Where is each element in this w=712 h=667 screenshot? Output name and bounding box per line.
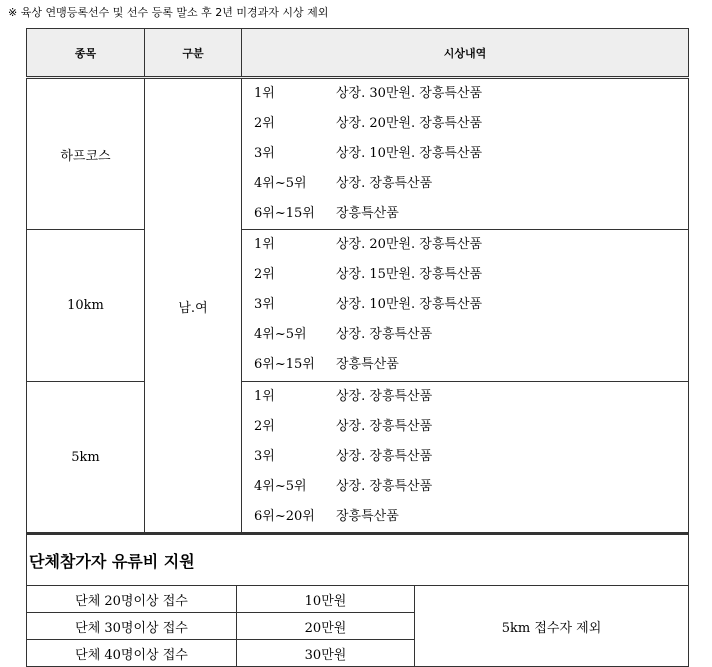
event-name: 10km bbox=[27, 230, 145, 382]
prize-detail bbox=[242, 382, 689, 534]
prize: 상장. 15만원. 장흥특산품 bbox=[336, 267, 483, 282]
rank: 6위~15위 bbox=[254, 206, 315, 221]
header-division: 구분 bbox=[145, 29, 242, 78]
group-exclusion: 5km 접수자 제외 bbox=[415, 586, 689, 667]
prize-line bbox=[242, 412, 688, 442]
group-condition: 단체 20명이상 접수 bbox=[27, 586, 237, 613]
rank: 4위~5위 bbox=[254, 327, 307, 342]
group-amount: 30만원 bbox=[237, 640, 415, 667]
rank: 6위~15위 bbox=[254, 357, 315, 372]
rank: 4위~5위 bbox=[254, 176, 307, 191]
prize-line bbox=[242, 320, 688, 350]
prize: 상장. 30만원. 장흥특산품 bbox=[336, 86, 483, 101]
prize-line bbox=[242, 139, 688, 169]
rank: 3위 bbox=[254, 297, 275, 312]
prize: 장흥특산품 bbox=[336, 206, 399, 221]
prize-line bbox=[242, 230, 688, 260]
prize: 상장. 10만원. 장흥특산품 bbox=[336, 297, 483, 312]
prize: 상장. 장흥특산품 bbox=[336, 479, 433, 494]
group-condition: 단체 40명이상 접수 bbox=[27, 640, 237, 667]
rank: 2위 bbox=[254, 267, 275, 282]
group-support-title: 단체참가자 유류비 지원 bbox=[27, 534, 689, 586]
event-row-half bbox=[27, 78, 689, 230]
rank: 6위~20위 bbox=[254, 509, 315, 524]
event-name: 하프코스 bbox=[27, 78, 145, 230]
prize: 상장. 장흥특산품 bbox=[336, 449, 433, 464]
prize: 상장. 20만원. 장흥특산품 bbox=[336, 116, 483, 131]
event-name: 5km bbox=[27, 382, 145, 534]
prize: 장흥특산품 bbox=[336, 509, 399, 524]
event-row-5km bbox=[27, 382, 689, 534]
prize-detail bbox=[242, 78, 689, 230]
prize: 상장. 장흥특산품 bbox=[336, 327, 433, 342]
prize-line bbox=[242, 109, 688, 139]
prize-line bbox=[242, 290, 688, 320]
prize: 상장. 장흥특산품 bbox=[336, 419, 433, 434]
division-cell: 남.여 bbox=[145, 78, 242, 534]
prize-line bbox=[242, 350, 688, 380]
group-row bbox=[27, 586, 689, 613]
prize-line bbox=[242, 79, 688, 109]
group-amount: 20만원 bbox=[237, 613, 415, 640]
prize-line bbox=[242, 199, 688, 229]
rank: 4위~5위 bbox=[254, 479, 307, 494]
rank: 1위 bbox=[254, 237, 275, 252]
event-row-10km bbox=[27, 230, 689, 382]
prize-line bbox=[242, 382, 688, 412]
prize-line bbox=[242, 502, 688, 532]
prize-line bbox=[242, 472, 688, 502]
rank: 1위 bbox=[254, 86, 275, 101]
rank: 2위 bbox=[254, 116, 275, 131]
prize-line bbox=[242, 260, 688, 290]
rank: 2위 bbox=[254, 419, 275, 434]
prize: 장흥특산품 bbox=[336, 357, 399, 372]
prize-line bbox=[242, 169, 688, 199]
prize-line bbox=[242, 442, 688, 472]
group-support-table bbox=[26, 532, 689, 667]
prize: 상장. 20만원. 장흥특산품 bbox=[336, 237, 483, 252]
header-prize: 시상내역 bbox=[242, 29, 689, 78]
header-event: 종목 bbox=[27, 29, 145, 78]
prize: 상장. 10만원. 장흥특산품 bbox=[336, 146, 483, 161]
prize-table bbox=[26, 28, 689, 534]
prize-detail bbox=[242, 230, 689, 382]
prize-table-header bbox=[27, 29, 689, 78]
group-condition: 단체 30명이상 접수 bbox=[27, 613, 237, 640]
rank: 1위 bbox=[254, 389, 275, 404]
rank: 3위 bbox=[254, 146, 275, 161]
prize: 상장. 장흥특산품 bbox=[336, 389, 433, 404]
exclusion-note: ※ 육상 연맹등록선수 및 선수 등록 말소 후 2년 미경과자 시상 제외 bbox=[8, 6, 329, 19]
rank: 3위 bbox=[254, 449, 275, 464]
group-amount: 10만원 bbox=[237, 586, 415, 613]
prize: 상장. 장흥특산품 bbox=[336, 176, 433, 191]
